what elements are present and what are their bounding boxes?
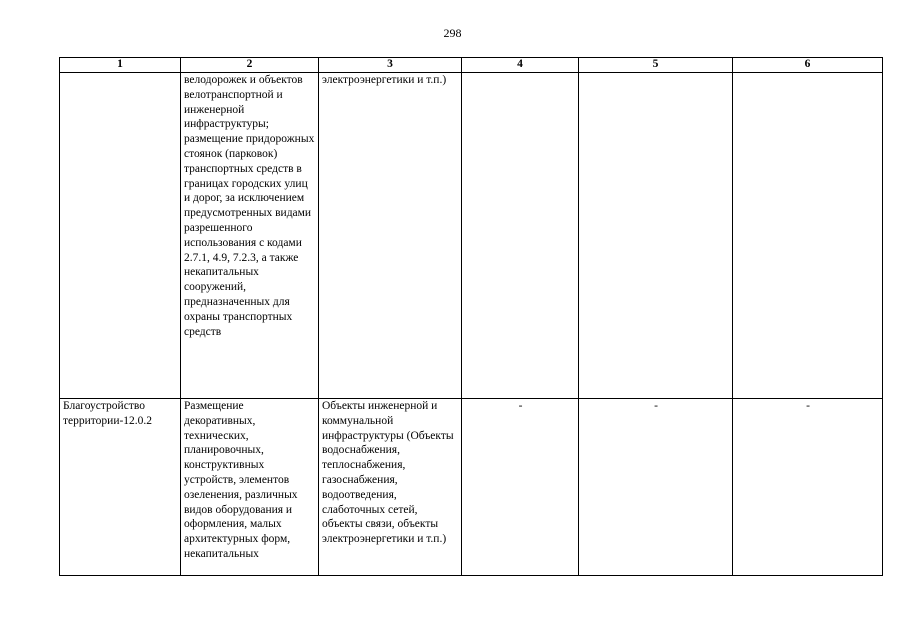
cell-col4: - [462, 399, 579, 576]
column-header-3: 3 [319, 58, 462, 73]
cell-col4 [462, 73, 579, 399]
cell-auxiliary-uses: Объекты инженерной и коммунальной инфраструктуры (Объекты водоснабжения, теплоснабжения, газоснабжения, водоотведения, слаботочных сетей, объекты связи, объекты электроэнергетики и т.п.) [319, 399, 462, 576]
column-header-1: 1 [60, 58, 181, 73]
page-number: 298 [443, 26, 462, 40]
cell-col6 [733, 73, 883, 399]
cell-col5 [579, 73, 733, 399]
cell-col5: - [579, 399, 733, 576]
column-header-4: 4 [462, 58, 579, 73]
table-header-row [60, 58, 883, 73]
cell-use-description: велодорожек и объектов велотранспортной и инженерной инфраструктуры; размещение придорожных стоянок (парковок) транспортных средств в границах городских улиц и дорог, за исключением предусмотренных видами разрешенного использования с кодами 2.7.1, 4.9, 7.2.3, а также некапитальных сооружений, предназначенных для охраны транспортных средств [181, 73, 319, 399]
cell-use-name: Благоустройство территории-12.0.2 [60, 399, 181, 576]
land-use-table [59, 57, 883, 576]
column-header-5: 5 [579, 58, 733, 73]
cell-use-name [60, 73, 181, 399]
cell-col6: - [733, 399, 883, 576]
column-header-6: 6 [733, 58, 883, 73]
column-header-2: 2 [181, 58, 319, 73]
cell-auxiliary-uses: электроэнергетики и т.п.) [319, 73, 462, 399]
cell-use-description: Размещение декоративных, технических, планировочных, конструктивных устройств, элементов озеленения, различных видов оборудования и оформления, малых архитектурных форм, некапитальных [181, 399, 319, 576]
table-row [60, 399, 883, 576]
table-row [60, 73, 883, 399]
